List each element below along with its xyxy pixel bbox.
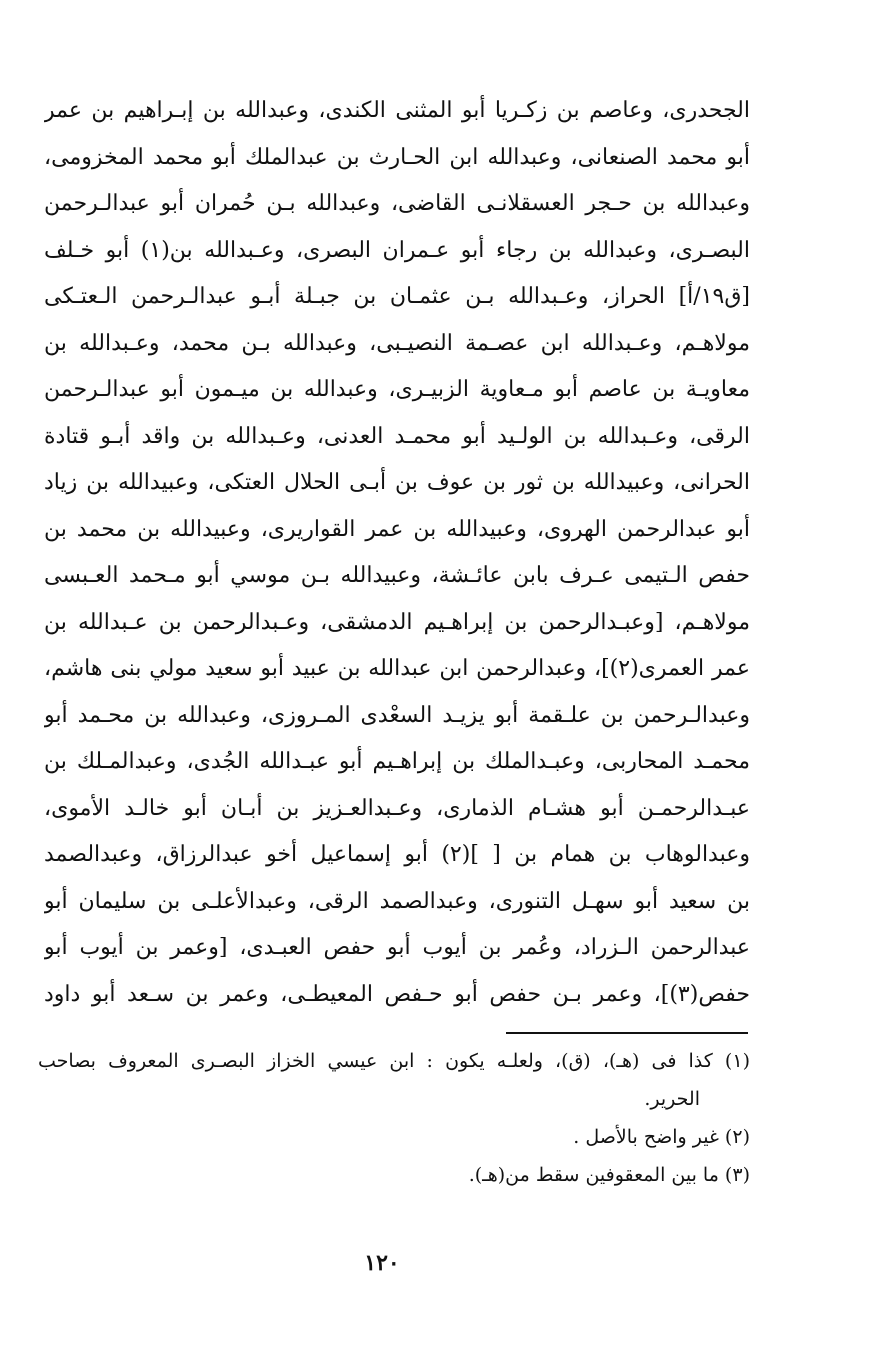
text-line: عمر العمرى(٢)]، وعبدالرحمن ابن عبدالله بن عبيد أبو سعيد مولي بنى هاشم، xyxy=(44,656,750,681)
text-line: الحرانى، وعبيدالله بن ثور بن عوف بن أبـى الحلال العتكى، وعبيدالله بن زياد xyxy=(44,470,750,495)
footnotes-block xyxy=(38,1042,750,1194)
page-number: ١٢٠ xyxy=(364,1250,400,1276)
footnote-1-continuation: الحرير. xyxy=(644,1088,700,1110)
text-line: أبو عبدالرحمن الهروى، وعبيدالله بن عمر القواريرى، وعبيدالله بن محمد بن xyxy=(44,516,750,542)
text-line: وعبدالله بن حـجر العسقلانـى القاضى، وعبدالله بـن حُمران أبو عبدالـرحمن xyxy=(44,191,750,216)
text-line: حفص الـتيمى عـرف بابن عائـشة، وعبيدالله بـن موسي أبو مـحمد العـبسى xyxy=(44,563,750,588)
text-line: مولاهـم، [وعبـدالرحمن بن إبراهـيم الدمشقى، وعـبدالرحمن بن عـبدالله بن xyxy=(44,609,750,635)
text-line: وعبدالوهاب بن همام بن [ ](٢) أبو إسماعيل أخو عبدالرزاق، وعبدالصمد xyxy=(44,842,750,867)
main-text-block xyxy=(44,88,750,1018)
text-line: الجحدرى، وعاصم بن زكـريا أبو المثنى الكندى، وعبدالله بن إبـراهيم بن عمر xyxy=(44,98,750,123)
text-line: [ق١٩/أ] الحراز، وعـبدالله بـن عثمـان بن جبـلة أبـو عبدالـرحمن الـعتـكى xyxy=(44,284,750,309)
footnote-separator xyxy=(506,1032,748,1034)
text-line: معاويـة بن عاصم أبو مـعاوية الزبيـرى، وعبدالله بن ميـمون أبو عبدالـرحمن xyxy=(44,377,750,402)
footnote-2: (٢) غير واضح بالأصل . xyxy=(573,1126,750,1148)
text-line: بن سعيد أبو سهـل التنورى، وعبدالصمد الرقى، وعبدالأعلـى بن سليمان أبو xyxy=(44,888,750,914)
text-line: البصـرى، وعبدالله بن رجاء أبو عـمران البصرى، وعـبدالله بن(١) أبو خـلف xyxy=(44,237,750,263)
text-line: وعبدالـرحمن بن علـقمة أبو يزيـد السعْدى المـروزى، وعبدالله بن محـمد أبو xyxy=(44,702,750,728)
footnote-1: (١) كذا فى (هـ)، (ق)، ولعلـه يكون : ابن عيسي الخزاز البصـرى المعروف بصاحب xyxy=(38,1050,750,1072)
text-line: أبو محمد الصنعانى، وعبدالله ابن الحـارث بن عبدالملك أبو محمد المخزومى، xyxy=(44,144,750,170)
text-line: عبدالرحمن الـزراد، وعُمر بن أيوب أبو حفص العبـدى، [وعمر بن أيوب أبو xyxy=(44,935,750,960)
text-line: عبـدالرحمـن أبو هشـام الذمارى، وعـبدالعـزيز بن أبـان أبو خالـد الأموى، xyxy=(44,795,750,821)
text-line: مولاهـم، وعـبدالله ابن عصـمة النصيـبى، وعبدالله بـن محمد، وعـبدالله بن xyxy=(44,330,750,356)
text-line: حفص(٣)]، وعمر بـن حفص أبو حـفص المعيطـى، وعمر بن سـعد أبو داود xyxy=(44,981,750,1007)
text-line: محمـد المحاربى، وعبـدالملك بن إبراهـيم أبو عبـدالله الجُدى، وعبدالمـلك بن xyxy=(44,749,750,774)
text-line: الرقى، وعـبدالله بن الولـيد أبو محمـد العدنى، وعـبدالله بن واقد أبـو قتادة xyxy=(44,423,750,449)
footnote-3: (٣) ما بين المعقوفين سقط من(هـ). xyxy=(468,1164,750,1186)
